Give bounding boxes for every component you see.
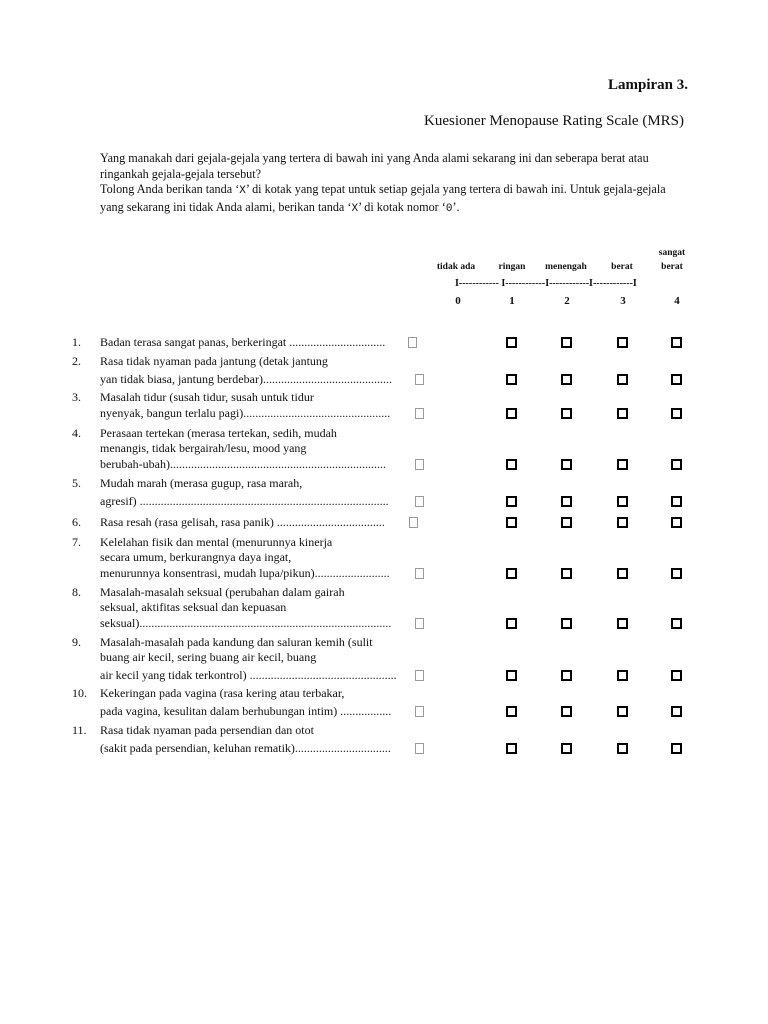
option-1-checkbox[interactable] — [506, 496, 517, 507]
option-4-checkbox[interactable] — [671, 374, 682, 385]
item-text: menangis, tidak bergairah/lesu, mood yang — [100, 441, 307, 455]
item-text: agresif) ................................................................................... — [100, 494, 389, 508]
instruction-text: Tolong Anda berikan tanda ‘ — [100, 182, 240, 196]
item-text: (sakit pada persendian, keluhan rematik)................................ — [100, 741, 391, 755]
option-2-checkbox[interactable] — [561, 337, 572, 348]
option-0-checkbox[interactable] — [415, 706, 424, 717]
option-4-checkbox[interactable] — [671, 337, 682, 348]
option-1-checkbox[interactable] — [506, 568, 517, 579]
item-number: 5. — [72, 476, 81, 490]
item-text: Perasaan tertekan (merasa tertekan, sedih, mudah — [100, 426, 337, 440]
scale-number-3: 3 — [620, 295, 626, 307]
option-3-checkbox[interactable] — [617, 670, 628, 681]
scale-label-menengah: menengah — [545, 262, 587, 272]
option-4-checkbox[interactable] — [671, 517, 682, 528]
instruction-text: ’ di kotak yang tepat untuk setiap gejala yang tertera di bawah ini. Untuk gejala-gejala yang sekarang ini tidak Anda alami, berikan tanda ‘ — [100, 182, 666, 214]
option-0-checkbox[interactable] — [415, 743, 424, 754]
option-3-checkbox[interactable] — [617, 568, 628, 579]
option-3-checkbox[interactable] — [617, 517, 628, 528]
item-number: 10. — [72, 686, 87, 700]
option-1-checkbox[interactable] — [506, 408, 517, 419]
option-4-checkbox[interactable] — [671, 408, 682, 419]
item-number: 7. — [72, 535, 81, 549]
scale-number-4: 4 — [674, 295, 680, 307]
scale-bracket-line: I------------ I------------I------------I------------I — [455, 278, 637, 289]
item-text: Mudah marah (merasa gugup, rasa marah, — [100, 476, 303, 490]
item-number: 6. — [72, 515, 81, 529]
item-text: Masalah-masalah pada kandung dan saluran kemih (sulit — [100, 635, 373, 649]
questionnaire-title: Kuesioner Menopause Rating Scale (MRS) — [424, 113, 684, 129]
mark-zero: 0 — [445, 202, 453, 215]
scale-number-1: 1 — [509, 295, 515, 307]
item-number: 1. — [72, 335, 81, 349]
option-3-checkbox[interactable] — [617, 743, 628, 754]
instruction-text: ’. — [452, 199, 460, 214]
instruction-text: ’ di kotak nomor ‘ — [358, 199, 446, 214]
option-0-checkbox[interactable] — [415, 496, 424, 507]
item-text: pada vagina, kesulitan dalam berhubungan intim) ................. — [100, 704, 392, 718]
item-number: 8. — [72, 585, 81, 599]
option-2-checkbox[interactable] — [561, 496, 572, 507]
option-3-checkbox[interactable] — [617, 337, 628, 348]
scale-label-ringan: ringan — [498, 262, 526, 272]
option-1-checkbox[interactable] — [506, 706, 517, 717]
scale-label-tidak-ada: tidak ada — [436, 262, 476, 272]
item-text: seksual, aktifitas seksual dan kepuasan — [100, 600, 287, 614]
option-4-checkbox[interactable] — [671, 743, 682, 754]
item-text: berubah-ubah)........................................................................ — [100, 457, 386, 471]
option-3-checkbox[interactable] — [617, 618, 628, 629]
item-number: 11. — [72, 723, 87, 737]
instructions — [100, 151, 690, 217]
option-2-checkbox[interactable] — [561, 459, 572, 470]
option-2-checkbox[interactable] — [561, 618, 572, 629]
option-3-checkbox[interactable] — [617, 408, 628, 419]
item-text: Rasa tidak nyaman pada persendian dan otot — [100, 723, 314, 737]
option-4-checkbox[interactable] — [671, 459, 682, 470]
scale-label-berat: berat — [611, 262, 633, 272]
item-text: yan tidak biasa, jantung berdebar)........................................... — [100, 372, 392, 386]
option-2-checkbox[interactable] — [561, 743, 572, 754]
item-number: 3. — [72, 390, 81, 404]
instruction-paragraph-2 — [100, 182, 690, 217]
item-text: Kelelahan fisik dan mental (menurunnya kinerja — [100, 535, 333, 549]
item-text: secara umum, berkurangnya daya ingat, — [100, 550, 292, 564]
scale-number-0: 0 — [455, 295, 461, 307]
option-2-checkbox[interactable] — [561, 670, 572, 681]
option-1-checkbox[interactable] — [506, 670, 517, 681]
option-4-checkbox[interactable] — [671, 618, 682, 629]
option-0-checkbox[interactable] — [415, 459, 424, 470]
option-4-checkbox[interactable] — [671, 706, 682, 717]
item-text: Kekeringan pada vagina (rasa kering atau terbakar, — [100, 686, 345, 700]
item-number: 9. — [72, 635, 81, 649]
item-text: Rasa resah (rasa gelisah, rasa panik) .................................... — [100, 515, 385, 529]
item-text: Rasa tidak nyaman pada jantung (detak jantung — [100, 354, 328, 368]
option-1-checkbox[interactable] — [506, 374, 517, 385]
appendix-label: Lampiran 3. — [607, 77, 688, 93]
item-text: Masalah tidur (susah tidur, susah untuk tidur — [100, 390, 314, 404]
scale-label-sangat: sangat — [658, 248, 686, 258]
option-2-checkbox[interactable] — [561, 374, 572, 385]
item-text: menurunnya konsentrasi, mudah lupa/pikun)......................... — [100, 566, 390, 580]
option-4-checkbox[interactable] — [671, 670, 682, 681]
option-0-checkbox[interactable] — [415, 618, 424, 629]
scale-number-2: 2 — [564, 295, 570, 307]
option-2-checkbox[interactable] — [561, 706, 572, 717]
item-text: Badan terasa sangat panas, berkeringat ................................ — [100, 335, 386, 349]
option-2-checkbox[interactable] — [561, 408, 572, 419]
mark-x: X — [239, 185, 246, 197]
option-1-checkbox[interactable] — [506, 517, 517, 528]
item-text: seksual).................................................................................... — [100, 616, 392, 630]
item-text: air kecil yang tidak terkontrol) ................................................. — [100, 668, 397, 682]
option-2-checkbox[interactable] — [561, 568, 572, 579]
item-text: nyenyak, bangun terlalu pagi)................................................. — [100, 406, 391, 420]
option-3-checkbox[interactable] — [617, 459, 628, 470]
option-0-checkbox[interactable] — [415, 670, 424, 681]
option-4-checkbox[interactable] — [671, 568, 682, 579]
option-4-checkbox[interactable] — [671, 496, 682, 507]
option-1-checkbox[interactable] — [506, 743, 517, 754]
option-2-checkbox[interactable] — [561, 517, 572, 528]
mark-x: X — [351, 202, 359, 215]
item-number: 2. — [72, 354, 81, 368]
option-0-checkbox[interactable] — [415, 374, 424, 385]
option-0-checkbox[interactable] — [415, 408, 424, 419]
item-number: 4. — [72, 426, 81, 440]
option-3-checkbox[interactable] — [617, 496, 628, 507]
scale-label-sangat-berat: berat — [661, 262, 683, 272]
option-3-checkbox[interactable] — [617, 706, 628, 717]
instruction-paragraph-1: Yang manakah dari gejala-gejala yang tertera di bawah ini yang Anda alami sekarang ini dan seberapa berat atau ringankah gejala-gejala tersebut? — [100, 151, 649, 181]
option-1-checkbox[interactable] — [506, 618, 517, 629]
option-1-checkbox[interactable] — [506, 459, 517, 470]
option-0-checkbox[interactable] — [409, 517, 418, 528]
option-3-checkbox[interactable] — [617, 374, 628, 385]
item-text: Masalah-masalah seksual (perubahan dalam gairah — [100, 585, 345, 599]
item-text: buang air kecil, sering buang air kecil, buang — [100, 650, 317, 664]
option-0-checkbox[interactable] — [408, 337, 417, 348]
option-1-checkbox[interactable] — [506, 337, 517, 348]
option-0-checkbox[interactable] — [415, 568, 424, 579]
